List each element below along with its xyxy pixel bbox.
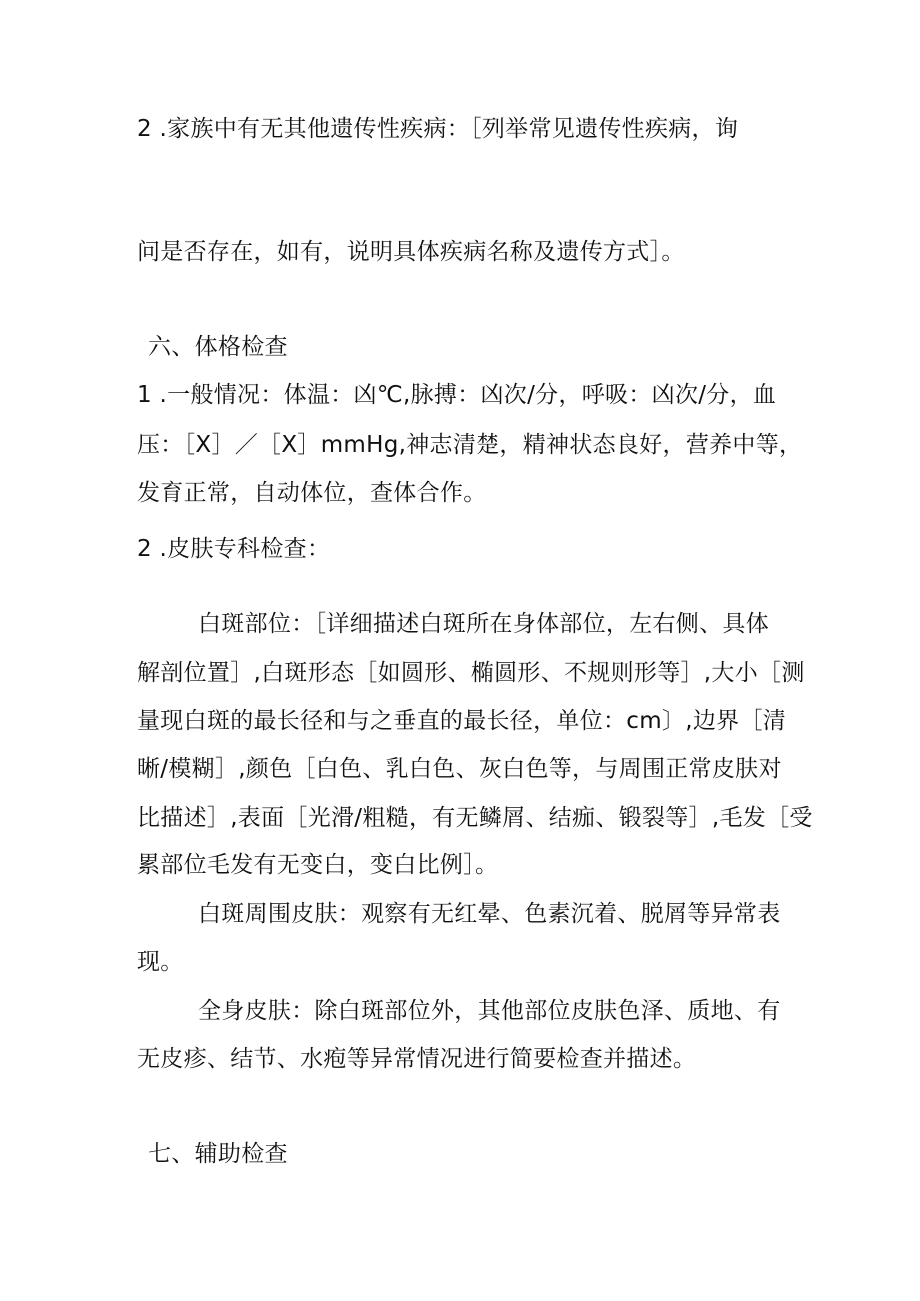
patch-description-line-4: 晰/模糊］,颜色［白色、乳白色、灰白色等，与周围正常皮肤对 <box>137 756 782 782</box>
patch-description-line-1: 白斑部位：［详细描述白斑所在身体部位，左右侧、具体 <box>198 611 769 637</box>
family-history-item-2-line-2: 问是否存在，如有，说明具体疾病名称及遗传方式］。 <box>137 239 685 265</box>
patch-description-line-5: 比描述］,表面［光滑/粗糙，有无鳞屑、结痂、锻裂等］,毛发［受 <box>137 805 813 831</box>
general-condition-line-3: 发育正常，自动体位，查体合作。 <box>137 480 487 506</box>
patch-description-line-2: 解剖位置］,白斑形态［如圆形、椭圆形、不规则形等］,大小［测 <box>137 660 805 686</box>
general-condition-line-1: 1 .一般情况：体温：凶℃,脉搏：凶次/分，呼吸：凶次/分，血 <box>137 382 777 408</box>
patch-description-line-6: 累部位毛发有无变白，变白比例］。 <box>137 852 499 878</box>
section-heading-auxiliary-exam: 七、辅助检查 <box>148 1141 288 1167</box>
whole-body-skin-line-1: 全身皮肤：除白斑部位外，其他部位皮肤色泽、质地、有 <box>198 998 781 1024</box>
surrounding-skin-line-2: 现。 <box>137 949 184 975</box>
patch-description-line-3: 量现白斑的最长径和与之垂直的最长径，单位：cm〕,边界［清 <box>137 708 787 734</box>
skin-exam-heading: 2 .皮肤专科检查： <box>137 536 331 562</box>
section-heading-physical-exam: 六、体格检查 <box>148 334 288 360</box>
general-condition-line-2: 压：［X］／［X］mmHg,神志清楚，精神状态良好，营养中等， <box>137 432 803 458</box>
whole-body-skin-line-2: 无皮疹、结节、水疱等异常情况进行简要检查并描述。 <box>137 1046 697 1072</box>
family-history-item-2-line-1: 2 .家族中有无其他遗传性疾病：［列举常见遗传性疾病，询 <box>137 116 739 142</box>
surrounding-skin-line-1: 白斑周围皮肤：观察有无红晕、色素沉着、脱屑等异常表 <box>198 901 781 927</box>
